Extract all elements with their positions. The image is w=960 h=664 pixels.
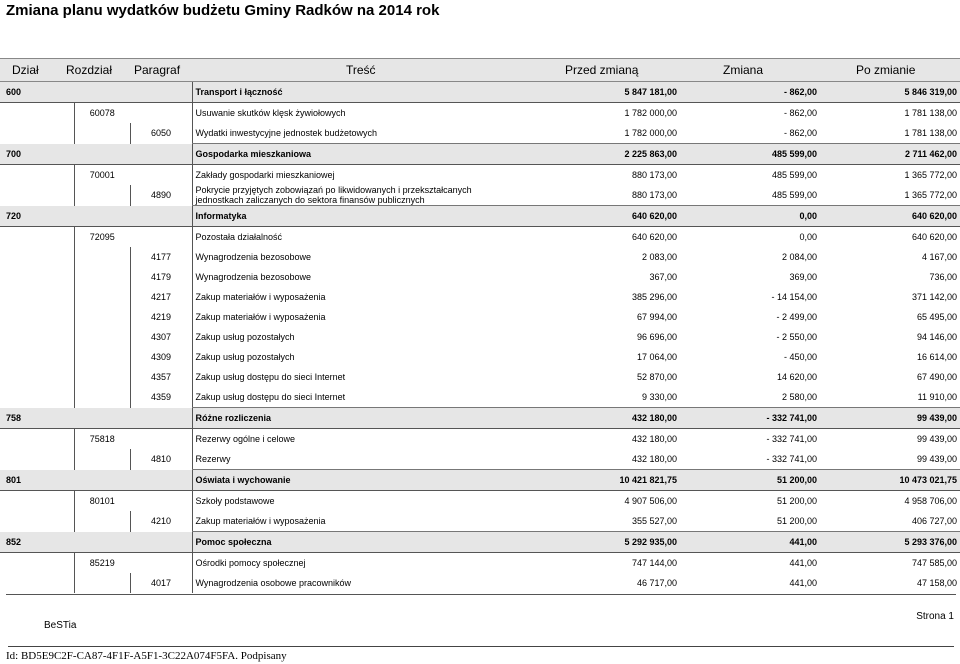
cell-rozdzial: 60078 <box>74 103 130 124</box>
footer-divider <box>6 594 956 595</box>
cell-zmiana: - 862,00 <box>783 108 817 118</box>
header-dzial: Dział <box>12 63 39 77</box>
cell-rozdzial: 70001 <box>74 165 130 186</box>
cell-po: 5 846 319,00 <box>820 82 960 103</box>
cell-rozdzial <box>74 470 130 491</box>
table-row-paragraf <box>0 185 960 206</box>
header-tresc: Treść <box>346 63 376 77</box>
cell-rozdzial <box>74 144 130 165</box>
header-zmiana: Zmiana <box>723 63 764 77</box>
cell-rozdzial: 75818 <box>74 429 130 450</box>
cell-rozdzial <box>74 573 130 593</box>
table-row-paragraf <box>0 267 960 287</box>
cell-zmiana: 2 580,00 <box>680 387 820 408</box>
cell-zmiana: 485 599,00 <box>680 144 820 165</box>
cell-zmiana: 441,00 <box>789 558 817 568</box>
cell-tresc: Wydatki inwestycyjne jednostek budżetowych <box>192 123 494 144</box>
cell-tresc: Zakup materiałów i wyposażenia <box>192 307 494 327</box>
cell-zmiana: 0,00 <box>799 232 817 242</box>
cell-przed: 9 330,00 <box>494 387 680 408</box>
cell-tresc: Zakup materiałów i wyposażenia <box>192 287 494 307</box>
header-po: Po zmianie <box>856 63 916 77</box>
cell-paragraf <box>130 144 192 165</box>
cell-przed: 432 180,00 <box>494 408 680 429</box>
cell-paragraf <box>130 470 192 491</box>
table-row-rozdzial <box>0 429 960 450</box>
cell-przed: 2 083,00 <box>641 252 677 262</box>
cell-po: 406 727,00 <box>820 511 960 532</box>
cell-rozdzial <box>74 82 130 103</box>
cell-zmiana: - 862,00 <box>680 82 820 103</box>
cell-tresc: Pokrycie przyjętych zobowiązań po likwidowanych i przekształcanych jednostkach zaliczanych do sektora finansów publicznych <box>192 185 494 206</box>
table-row-dzial <box>0 532 960 553</box>
table-row-paragraf <box>0 387 960 408</box>
cell-przed: 46 717,00 <box>636 578 677 588</box>
cell-paragraf: 4210 <box>130 511 192 532</box>
cell-tresc: Zakup usług pozostałych <box>192 327 494 347</box>
cell-paragraf: 4307 <box>130 327 192 347</box>
cell-zmiana: 51 200,00 <box>680 511 820 532</box>
cell-po: 1 365 772,00 <box>904 170 957 180</box>
cell-tresc: Gospodarka mieszkaniowa <box>192 144 494 165</box>
cell-po: 4 167,00 <box>921 252 957 262</box>
cell-rozdzial <box>74 532 130 553</box>
table-row-paragraf <box>0 287 960 307</box>
cell-dzial <box>0 287 74 307</box>
cell-dzial <box>0 307 74 327</box>
cell-paragraf <box>130 532 192 553</box>
cell-przed: 432 180,00 <box>631 434 677 444</box>
cell-przed: 367,00 <box>649 272 677 282</box>
table-row-paragraf <box>0 307 960 327</box>
cell-rozdzial <box>74 267 130 287</box>
cell-przed: 432 180,00 <box>494 449 680 470</box>
cell-tresc: Usuwanie skutków klęsk żywiołowych <box>192 103 494 124</box>
cell-tresc: Zakup usług pozostałych <box>192 347 494 367</box>
cell-paragraf: 6050 <box>130 123 192 144</box>
cell-paragraf: 4177 <box>130 247 192 267</box>
cell-dzial <box>0 123 74 144</box>
cell-dzial <box>0 553 74 574</box>
cell-zmiana: 369,00 <box>789 272 817 282</box>
table-row-dzial <box>0 144 960 165</box>
cell-dzial <box>0 165 74 186</box>
cell-tresc: Szkoły podstawowe <box>192 491 494 512</box>
cell-przed: 747 144,00 <box>631 558 677 568</box>
cell-tresc: Zakup materiałów i wyposażenia <box>192 511 494 532</box>
table-row-paragraf <box>0 511 960 532</box>
cell-rozdzial <box>74 449 130 470</box>
cell-rozdzial <box>74 347 130 367</box>
cell-rozdzial <box>74 367 130 387</box>
cell-przed: 96 696,00 <box>636 332 677 342</box>
cell-dzial <box>0 327 74 347</box>
cell-przed: 640 620,00 <box>494 206 680 227</box>
budget-table <box>0 82 960 593</box>
cell-tresc: Zakup usług dostępu do sieci Internet <box>192 367 494 387</box>
cell-rozdzial <box>74 185 130 206</box>
cell-tresc: Wynagrodzenia bezosobowe <box>192 247 494 267</box>
cell-po: 16 614,00 <box>916 352 957 362</box>
table-row-paragraf <box>0 327 960 347</box>
table-row-dzial <box>0 82 960 103</box>
cell-rozdzial: 80101 <box>74 491 130 512</box>
cell-przed: 5 847 181,00 <box>494 82 680 103</box>
cell-rozdzial <box>74 307 130 327</box>
cell-tresc: Różne rozliczenia <box>192 408 494 429</box>
cell-paragraf: 4357 <box>130 367 192 387</box>
cell-po: 99 439,00 <box>820 449 960 470</box>
header-przed: Przed zmianą <box>565 63 639 77</box>
cell-po: 47 158,00 <box>916 578 957 588</box>
cell-paragraf: 4219 <box>130 307 192 327</box>
cell-zmiana: - 862,00 <box>680 123 820 144</box>
cell-paragraf <box>130 491 192 512</box>
cell-przed: 1 782 000,00 <box>494 123 680 144</box>
cell-przed: 2 225 863,00 <box>494 144 680 165</box>
cell-zmiana: - 2 550,00 <box>776 332 817 342</box>
cell-zmiana: - 14 154,00 <box>771 292 817 302</box>
cell-zmiana: 14 620,00 <box>776 372 817 382</box>
cell-po: 1 781 138,00 <box>904 108 957 118</box>
cell-paragraf: 4217 <box>130 287 192 307</box>
footer-company: BeSTia <box>44 620 77 631</box>
cell-po: 640 620,00 <box>911 232 957 242</box>
cell-przed: 5 292 935,00 <box>494 532 680 553</box>
cell-po: 10 473 021,75 <box>820 470 960 491</box>
cell-dzial <box>0 247 74 267</box>
cell-dzial <box>0 267 74 287</box>
table-row-paragraf <box>0 347 960 367</box>
cell-zmiana: - 450,00 <box>783 352 817 362</box>
cell-dzial <box>0 347 74 367</box>
cell-dzial <box>0 103 74 124</box>
cell-rozdzial <box>74 123 130 144</box>
cell-po: 1 781 138,00 <box>820 123 960 144</box>
table-row-rozdzial <box>0 553 960 574</box>
cell-rozdzial <box>74 327 130 347</box>
cell-zmiana: - 332 741,00 <box>680 449 820 470</box>
cell-tresc: Wynagrodzenia bezosobowe <box>192 267 494 287</box>
table-row-rozdzial <box>0 227 960 248</box>
cell-zmiana: 0,00 <box>680 206 820 227</box>
cell-zmiana: 51 200,00 <box>680 470 820 491</box>
cell-przed: 880 173,00 <box>494 185 680 206</box>
cell-dzial: 852 <box>0 532 74 553</box>
cell-po: 5 293 376,00 <box>820 532 960 553</box>
cell-dzial: 700 <box>0 144 74 165</box>
cell-dzial: 801 <box>0 470 74 491</box>
cell-po: 747 585,00 <box>911 558 957 568</box>
page-title: Zmiana planu wydatków budżetu Gminy Radków na 2014 rok <box>6 2 440 19</box>
cell-dzial <box>0 185 74 206</box>
table-row-rozdzial <box>0 103 960 124</box>
cell-dzial <box>0 227 74 248</box>
cell-tresc: Informatyka <box>192 206 494 227</box>
cell-dzial <box>0 429 74 450</box>
table-row-paragraf <box>0 573 960 593</box>
cell-przed: 355 527,00 <box>494 511 680 532</box>
table-row-dzial <box>0 470 960 491</box>
cell-dzial <box>0 449 74 470</box>
cell-rozdzial: 72095 <box>74 227 130 248</box>
cell-dzial <box>0 387 74 408</box>
cell-rozdzial <box>74 408 130 429</box>
cell-zmiana: - 332 741,00 <box>766 434 817 444</box>
footer-page-number: Strona 1 <box>916 611 954 622</box>
document-id: Id: BD5E9C2F-CA87-4F1F-A5F1-3C22A074F5FA. Podpisany <box>6 650 287 662</box>
cell-paragraf: 4359 <box>130 387 192 408</box>
cell-tresc: Zakup usług dostępu do sieci Internet <box>192 387 494 408</box>
table-row-rozdzial <box>0 491 960 512</box>
cell-po: 371 142,00 <box>911 292 957 302</box>
cell-przed: 67 994,00 <box>636 312 677 322</box>
cell-przed: 640 620,00 <box>631 232 677 242</box>
cell-paragraf: 4179 <box>130 267 192 287</box>
table-row-paragraf <box>0 367 960 387</box>
cell-paragraf <box>130 103 192 124</box>
cell-tresc: Ośrodki pomocy społecznej <box>192 553 494 574</box>
cell-tresc: Pomoc społeczna <box>192 532 494 553</box>
cell-dzial <box>0 491 74 512</box>
cell-tresc: Rezerwy ogólne i celowe <box>192 429 494 450</box>
cell-rozdzial <box>74 387 130 408</box>
cell-paragraf <box>130 82 192 103</box>
cell-po: 11 910,00 <box>820 387 960 408</box>
table-header <box>0 58 960 82</box>
cell-paragraf <box>130 429 192 450</box>
cell-po: 4 958 706,00 <box>904 496 957 506</box>
cell-tresc: Rezerwy <box>192 449 494 470</box>
cell-po: 94 146,00 <box>916 332 957 342</box>
cell-przed: 17 064,00 <box>636 352 677 362</box>
cell-przed: 880 173,00 <box>631 170 677 180</box>
cell-paragraf: 4017 <box>130 573 192 593</box>
header-rozdzial: Rozdział <box>66 63 113 77</box>
cell-dzial <box>0 573 74 593</box>
cell-dzial: 600 <box>0 82 74 103</box>
cell-przed: 52 870,00 <box>636 372 677 382</box>
table-row-dzial <box>0 206 960 227</box>
cell-dzial: 758 <box>0 408 74 429</box>
cell-paragraf <box>130 206 192 227</box>
cell-po: 99 439,00 <box>820 408 960 429</box>
cell-przed: 385 296,00 <box>631 292 677 302</box>
cell-po: 65 495,00 <box>916 312 957 322</box>
table-row-paragraf <box>0 247 960 267</box>
cell-po: 2 711 462,00 <box>820 144 960 165</box>
table-row-dzial <box>0 408 960 429</box>
cell-po: 640 620,00 <box>820 206 960 227</box>
cell-tresc: Zakłady gospodarki mieszkaniowej <box>192 165 494 186</box>
cell-zmiana: 51 200,00 <box>776 496 817 506</box>
cell-zmiana: 2 084,00 <box>781 252 817 262</box>
cell-paragraf: 4810 <box>130 449 192 470</box>
cell-dzial <box>0 367 74 387</box>
cell-rozdzial <box>74 287 130 307</box>
table-row-paragraf <box>0 123 960 144</box>
cell-po: 1 365 772,00 <box>820 185 960 206</box>
cell-zmiana: - 332 741,00 <box>680 408 820 429</box>
cell-dzial: 720 <box>0 206 74 227</box>
cell-paragraf: 4890 <box>130 185 192 206</box>
cell-zmiana: 441,00 <box>680 532 820 553</box>
cell-przed: 1 782 000,00 <box>624 108 677 118</box>
cell-przed: 10 421 821,75 <box>494 470 680 491</box>
table-row-rozdzial <box>0 165 960 186</box>
cell-paragraf: 4309 <box>130 347 192 367</box>
table-row-paragraf <box>0 449 960 470</box>
cell-dzial <box>0 511 74 532</box>
cell-rozdzial <box>74 511 130 532</box>
cell-tresc: Pozostała działalność <box>192 227 494 248</box>
cell-tresc: Wynagrodzenia osobowe pracowników <box>192 573 494 593</box>
header-paragraf: Paragraf <box>134 63 181 77</box>
cell-zmiana: - 2 499,00 <box>776 312 817 322</box>
cell-rozdzial <box>74 206 130 227</box>
cell-tresc: Transport i łączność <box>192 82 494 103</box>
cell-rozdzial: 85219 <box>74 553 130 574</box>
cell-zmiana: 485 599,00 <box>680 185 820 206</box>
signature-divider <box>8 646 954 647</box>
cell-tresc: Oświata i wychowanie <box>192 470 494 491</box>
cell-paragraf <box>130 165 192 186</box>
cell-paragraf <box>130 553 192 574</box>
cell-przed: 4 907 506,00 <box>624 496 677 506</box>
cell-rozdzial <box>74 247 130 267</box>
cell-paragraf <box>130 408 192 429</box>
cell-zmiana: 485 599,00 <box>771 170 817 180</box>
cell-po: 99 439,00 <box>916 434 957 444</box>
cell-po: 67 490,00 <box>916 372 957 382</box>
cell-paragraf <box>130 227 192 248</box>
cell-po: 736,00 <box>929 272 957 282</box>
cell-zmiana: 441,00 <box>789 578 817 588</box>
